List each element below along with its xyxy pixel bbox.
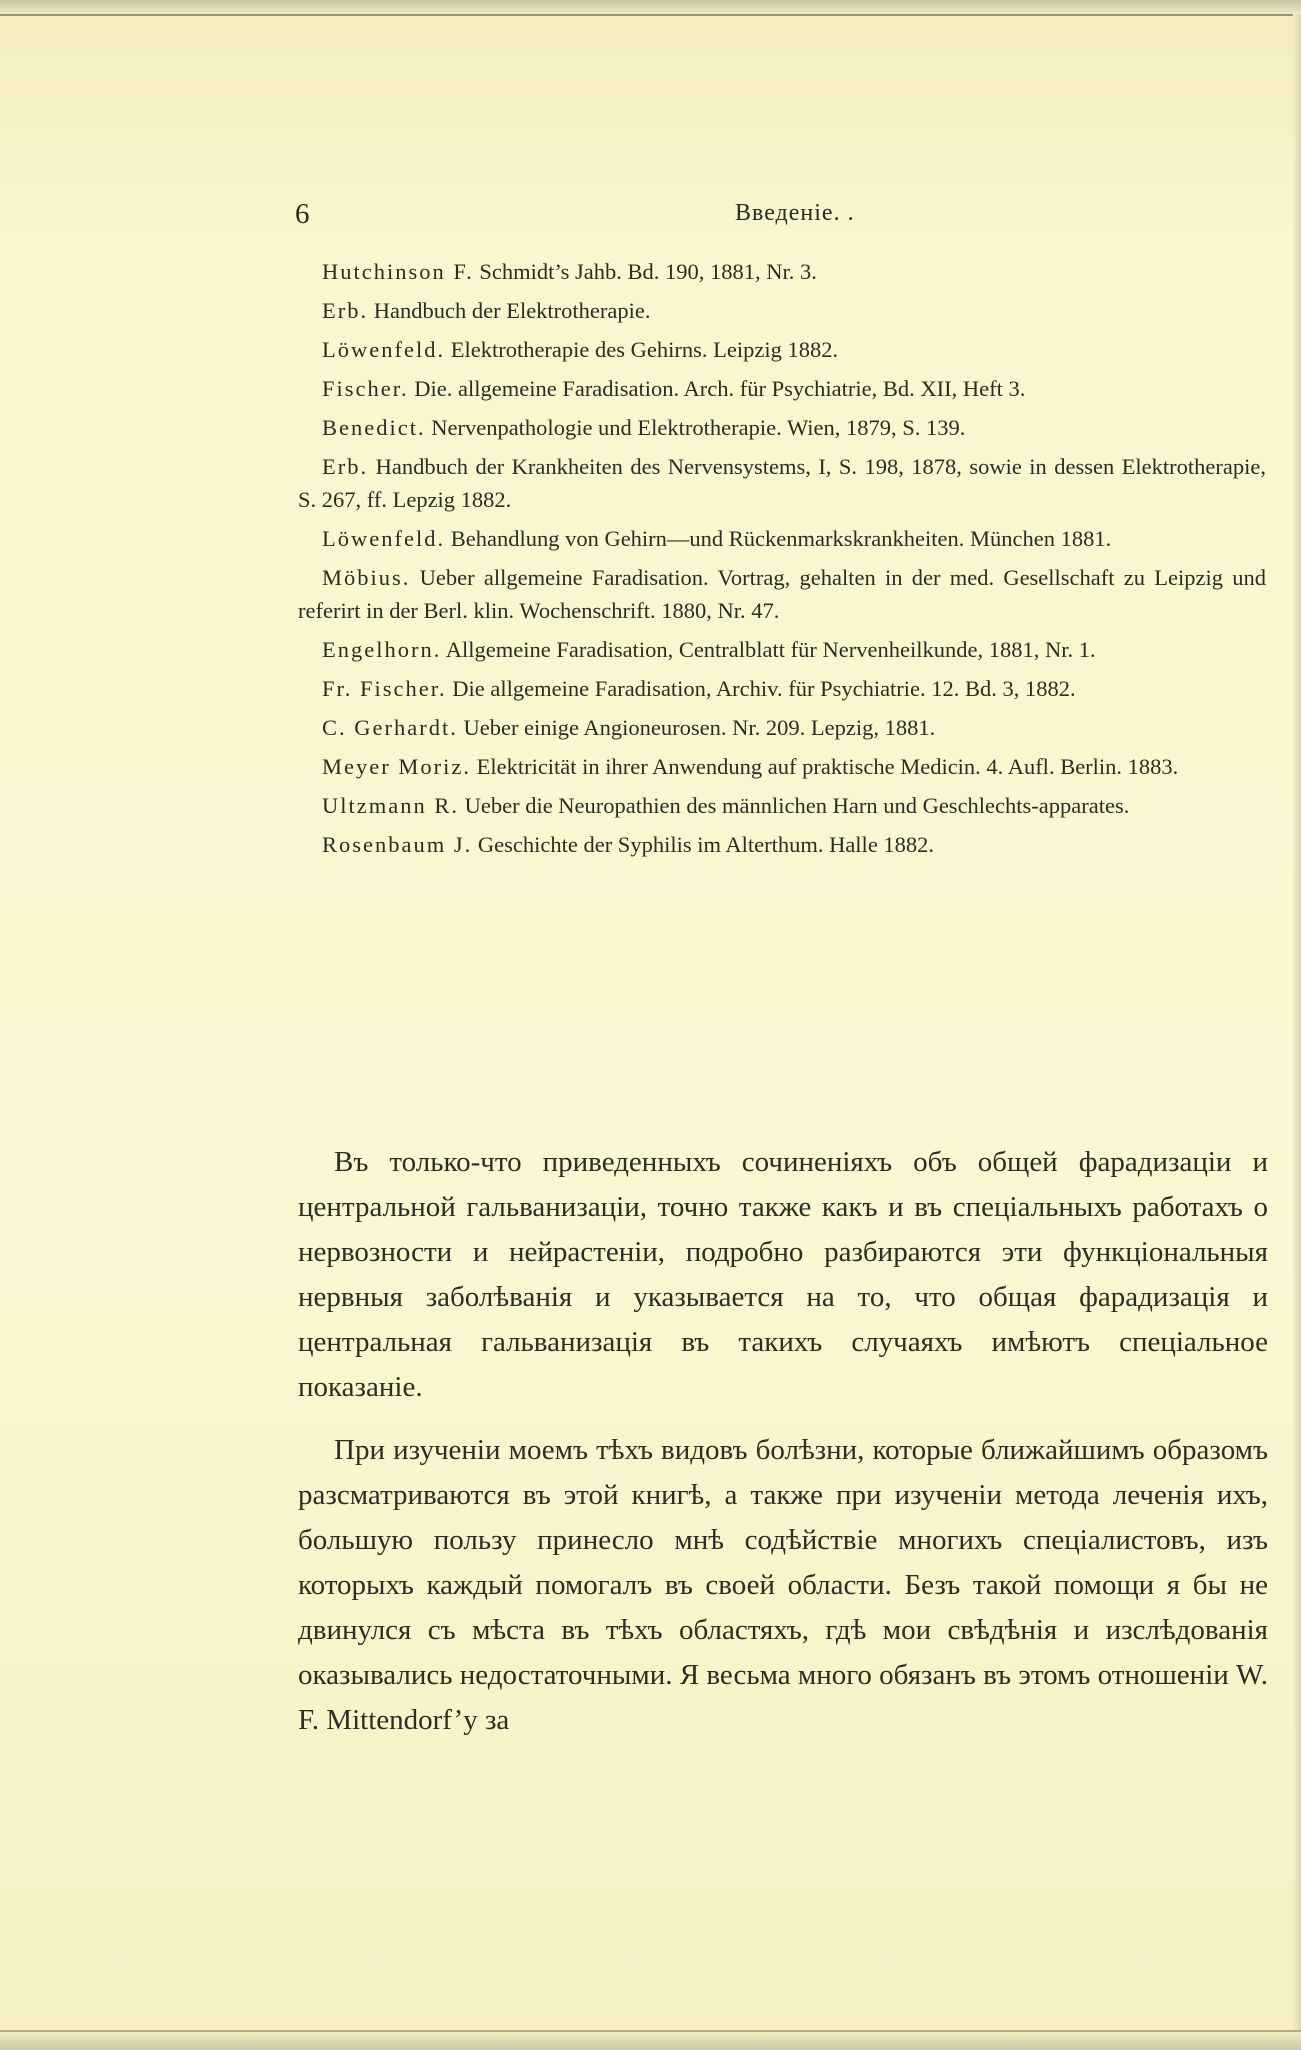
body-paragraph: Въ только-что приведенныхъ сочиненіяхъ объ общей фарадизаціи и центральной гальванизаціи, точно также какъ и въ спеціальныхъ работахъ о нервозности и нейрастеніи, подробно разбираются эти функціональныя нервныя заболѣванія и указывается на то, что общая фарадизація и центральная гальванизація въ такихъ случаяхъ имѣютъ спеціальное показаніе. [298,1146,1268,1403]
reference-author: Löwenfeld. [322,337,446,362]
reference-author: Meyer Moriz. [322,754,471,779]
reference-item [298,333,1266,366]
reference-author: Engelhorn. [322,637,442,662]
reference-list [298,255,1266,867]
reference-author: Fischer. [322,376,409,401]
reference-item [298,711,1266,744]
page-top-edge [0,0,1301,16]
body-text [298,1140,1268,1761]
reference-item [298,372,1266,405]
reference-text: Ueber einige Angioneurosen. Nr. 209. Lepzig, 1881. [463,715,936,740]
page-right-edge [1293,14,1301,2032]
reference-text: Handbuch der Krankheiten des Nervensystems, I, S. 198, 1878, sowie in dessen Elektrotherapie, S. 267, ff. Lepzig 1882. [298,454,1266,512]
reference-item [298,522,1266,555]
reference-author: Ultzmann R. [322,793,459,818]
reference-author: Erb. [322,298,369,323]
reference-author: Erb. [322,454,369,479]
reference-item [298,294,1266,327]
reference-item [298,789,1266,822]
reference-author: Hutchinson F. [322,259,474,284]
reference-text: Elektrotherapie des Gehirns. Leipzig 1882. [450,337,839,362]
reference-text: Geschichte der Syphilis im Alterthum. Halle 1882. [477,832,935,857]
reference-item [298,411,1266,444]
reference-text: Die. allgemeine Faradisation. Arch. für Psychiatrie, Bd. XII, Heft 3. [414,376,1026,401]
reference-text: Ueber die Neuropathien des männlichen Harn und Geschlechts-apparates. [464,793,1130,818]
reference-text: Ueber allgemeine Faradisation. Vortrag, gehalten in der med. Gesellschaft zu Leipzig und referirt in der Berl. klin. Wochenschrift. 1880, Nr. 47. [298,565,1266,623]
reference-author: Fr. Fischer. [322,676,447,701]
reference-item [298,633,1266,666]
reference-item [298,672,1266,705]
running-title: Введеніе. . [735,200,855,226]
reference-author: Benedict. [322,415,426,440]
reference-text: Die allgemeine Faradisation, Archiv. für Psychiatrie. 12. Bd. 3, 1882. [452,676,1076,701]
reference-item [298,828,1266,861]
page-number: 6 [295,198,310,230]
reference-author: Rosenbaum J. [322,832,473,857]
body-paragraph: При изученіи моемъ тѣхъ видовъ болѣзни, которые ближайшимъ образомъ разсматриваются въ этой книгѣ, а также при изученіи метода леченія ихъ, большую пользу принесло мнѣ содѣйствіе многихъ спеціалистовъ, изъ которыхъ каждый помогалъ въ своей области. Безъ такой помощи я бы не двинулся съ мѣста въ тѣхъ областяхъ, гдѣ мои свѣдѣнія и изслѣдованія оказывались недостаточными. Я весьма много обязанъ въ этомъ отношеніи W. F. Mittendorf’у за [298,1434,1268,1736]
reference-item [298,750,1266,783]
reference-text: Elektricität in ihrer Anwendung auf praktische Medicin. 4. Aufl. Berlin. 1883. [476,754,1179,779]
reference-item [298,255,1266,288]
reference-text: Handbuch der Elektrotherapie. [373,298,651,323]
reference-item [298,561,1266,627]
reference-text: Nervenpathologie und Elektrotherapie. Wien, 1879, S. 139. [431,415,966,440]
reference-author: Löwenfeld. [322,526,446,551]
reference-item [298,450,1266,516]
reference-author: Möbius. [322,565,411,590]
reference-author: C. Gerhardt. [322,715,458,740]
page-header [295,198,1295,238]
reference-text: Allgemeine Faradisation, Centralblatt für Nervenheilkunde, 1881, Nr. 1. [445,637,1096,662]
page-bottom-edge [0,2030,1301,2050]
reference-text: Schmidt’s Jahb. Bd. 190, 1881, Nr. 3. [479,259,817,284]
reference-text: Behandlung von Gehirn—und Rückenmarkskrankheiten. München 1881. [450,526,1112,551]
